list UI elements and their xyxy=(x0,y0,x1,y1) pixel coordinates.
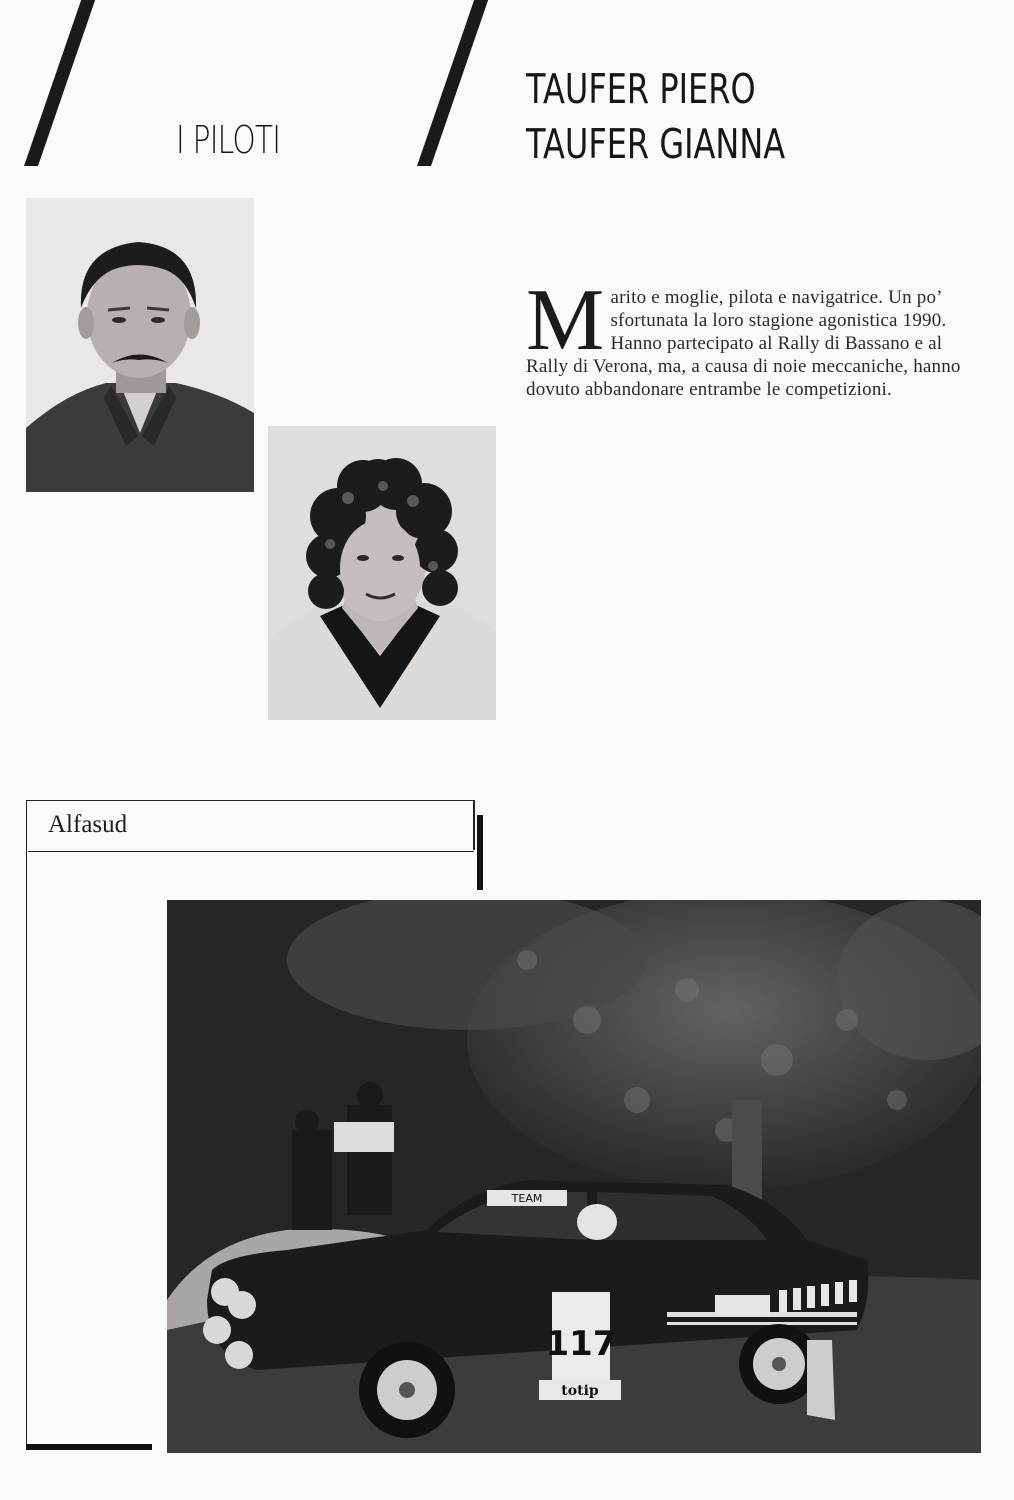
race-number: 117 xyxy=(545,1324,617,1364)
driver-names xyxy=(526,62,858,172)
car-model-header xyxy=(28,801,474,852)
team-banner: TEAM xyxy=(511,1192,543,1205)
sponsor-logo: totip xyxy=(561,1383,599,1399)
bio-paragraph xyxy=(526,272,972,401)
driver-name-2: TAUFER GIANNA xyxy=(526,120,786,168)
portrait-piero xyxy=(26,198,254,492)
car-model-name: Alfasud xyxy=(48,811,128,838)
decorative-slash-right xyxy=(417,0,488,166)
bio-text: arito e moglie, pilota e navigatrice. Un po’ sfortunata la loro stagione agonistica 1990. Hanno partecipato al Rally di Bassano e al Rally di Verona, ma, a causa di noie meccaniche, hanno dovuto abbandonare entrambe le competizioni. xyxy=(526,287,961,400)
portrait-gianna xyxy=(268,426,496,720)
section-title: I PILOTI xyxy=(176,118,281,162)
car-frame-base xyxy=(26,1444,152,1450)
drop-cap: M xyxy=(526,272,605,369)
decorative-slash-left xyxy=(24,0,95,166)
driver-name-1: TAUFER PIERO xyxy=(526,65,756,113)
car-frame-accent xyxy=(477,815,483,890)
rally-car-photo xyxy=(167,900,981,1453)
